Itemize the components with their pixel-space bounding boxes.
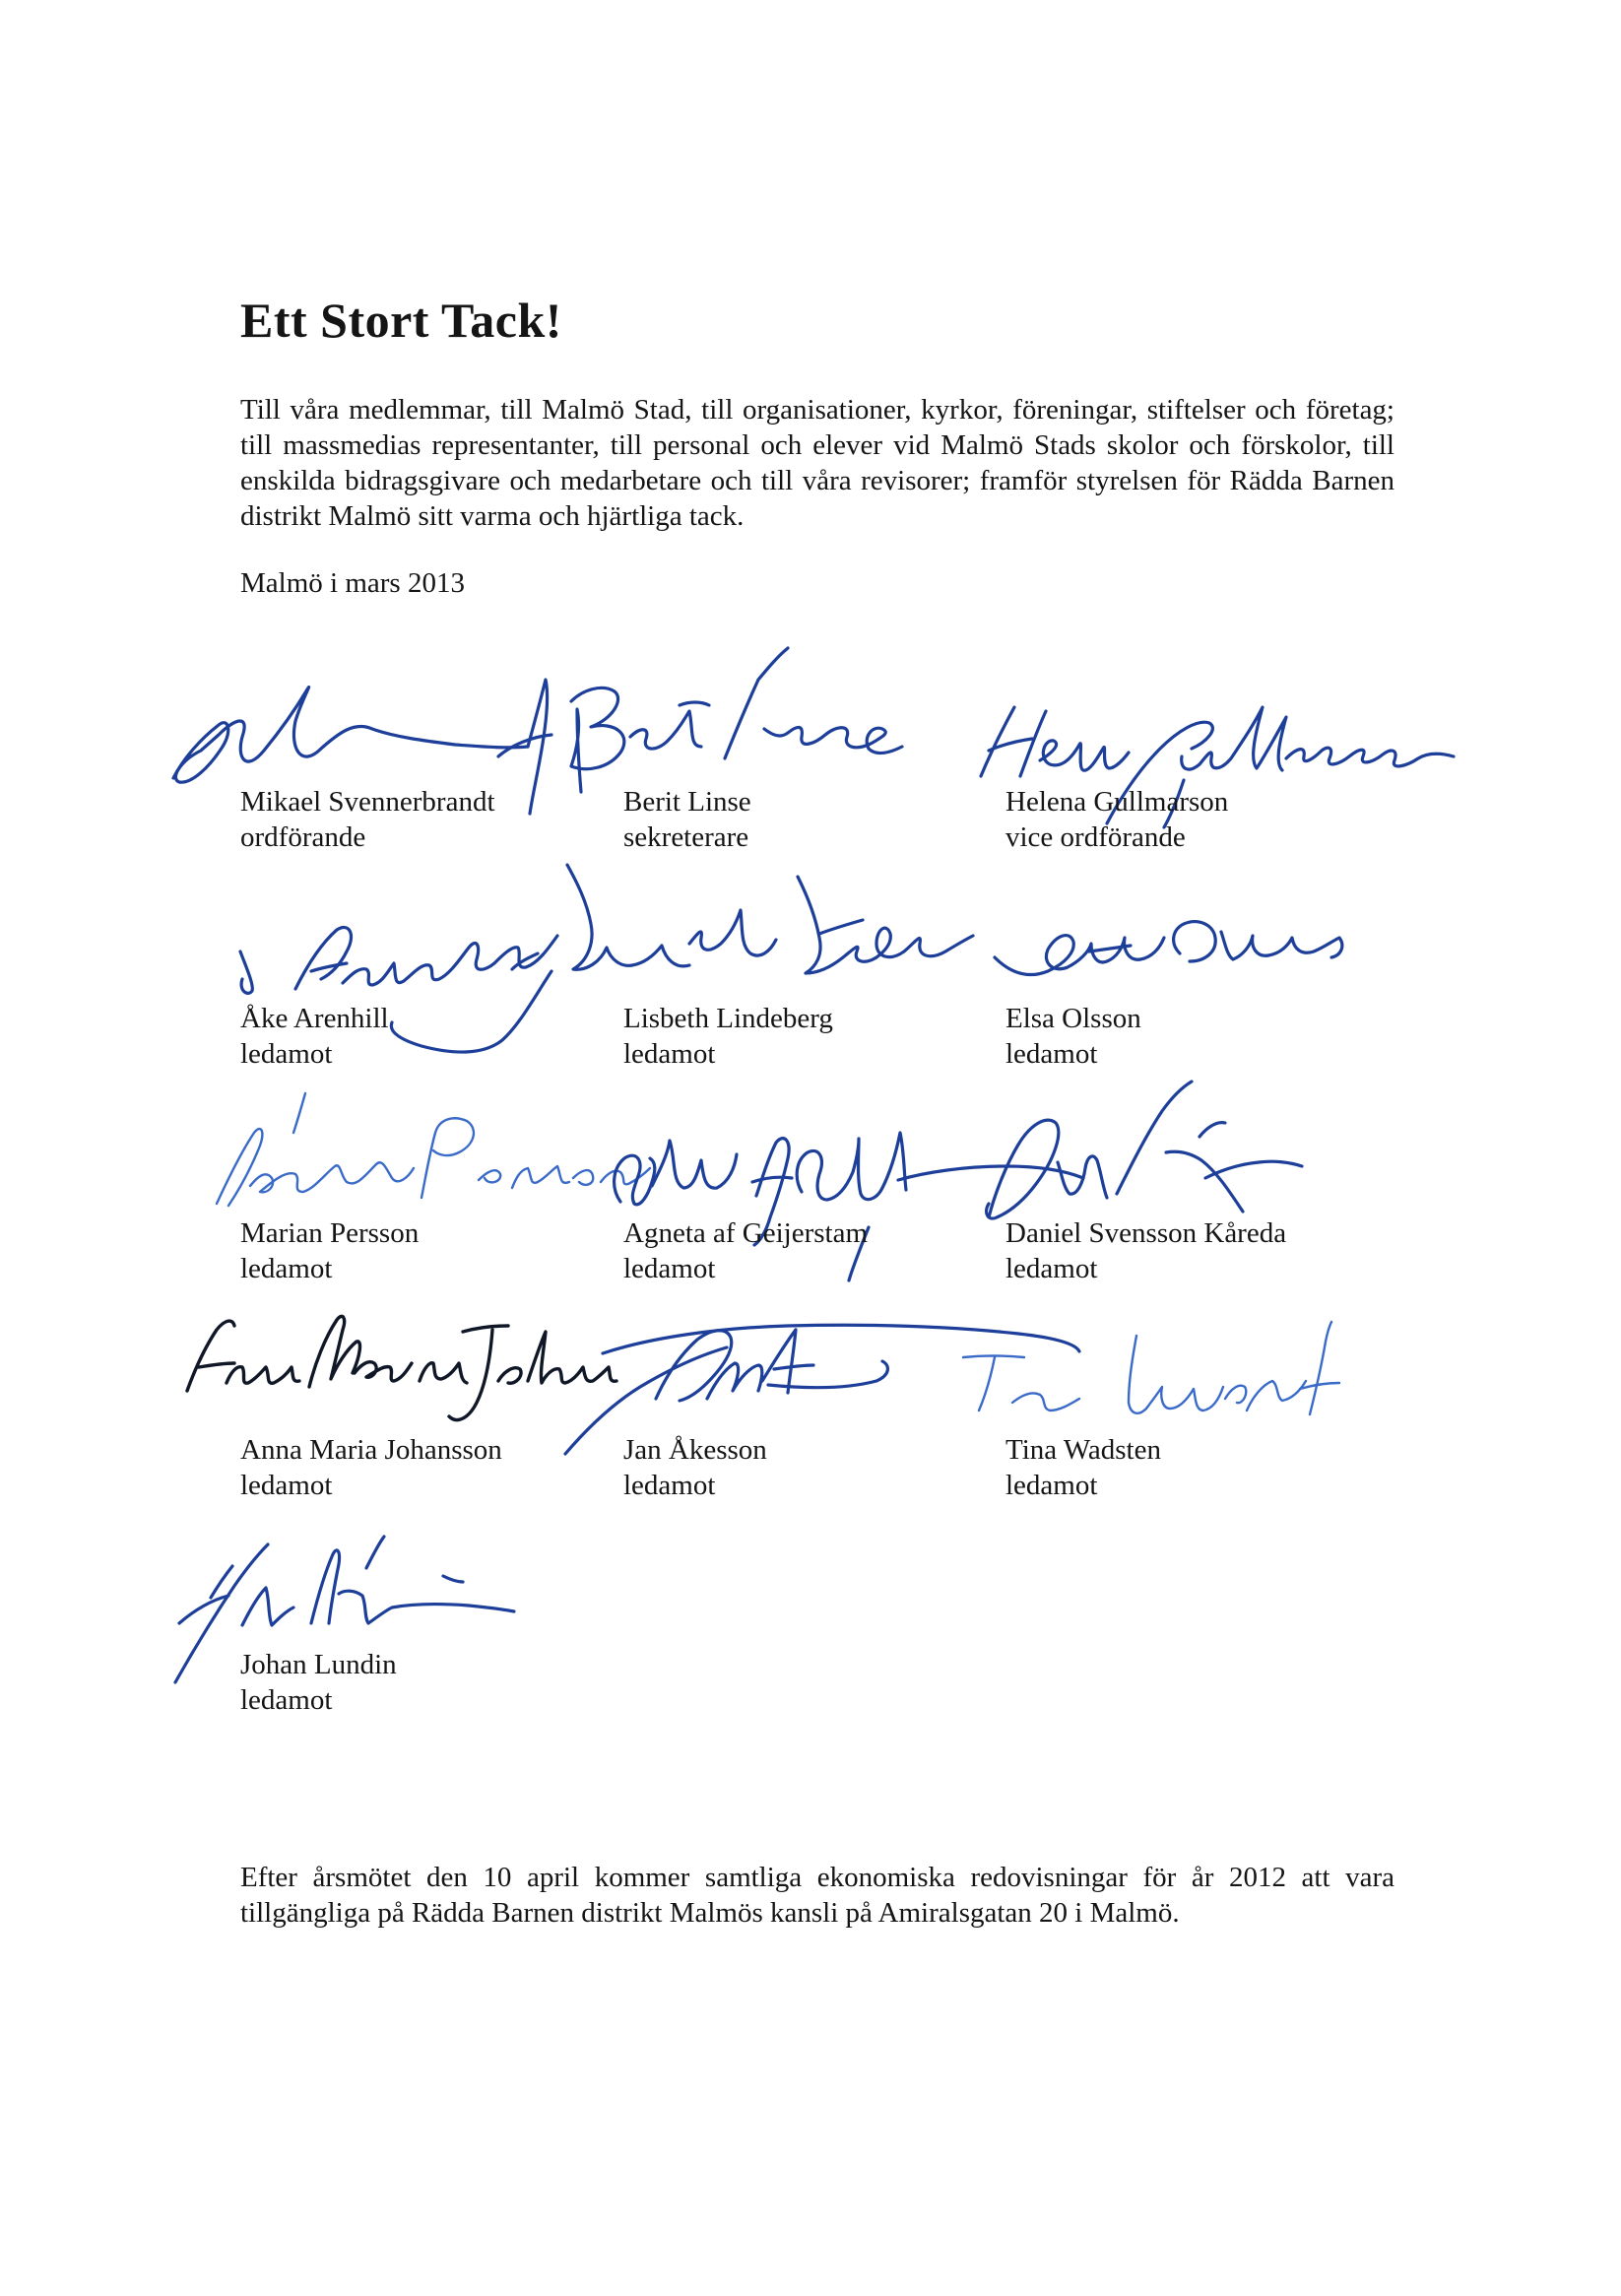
signatory-role: ledamot	[623, 1038, 716, 1070]
signatory-name: Jan Åkesson	[623, 1434, 767, 1466]
signatory-role: vice ordförande	[1005, 821, 1186, 853]
signatory-block	[1005, 784, 1228, 855]
signature-lisbeth-lindeberg	[567, 865, 973, 973]
signatory-name: Marian Persson	[240, 1217, 420, 1249]
signatory-name: Berit Linse	[623, 786, 751, 818]
signature-berit-linse	[571, 648, 902, 792]
signatory-role: ledamot	[1005, 1470, 1098, 1501]
signatory-name: Åke Arenhill	[240, 1003, 389, 1034]
signatory-name: Mikael Svennerbrandt	[240, 786, 495, 818]
signatory-role: ledamot	[240, 1038, 333, 1070]
signatory-name: Anna Maria Johansson	[240, 1434, 502, 1466]
signatory-block	[240, 1432, 502, 1503]
signatory-block	[623, 1215, 868, 1286]
signatory-block	[240, 1001, 389, 1072]
signatory-block	[240, 784, 495, 855]
signature-elsa-olsson	[995, 922, 1342, 975]
signatory-block	[623, 784, 751, 855]
signature-tina-wadsten	[963, 1322, 1339, 1414]
signature-daniel-svensson-kareda	[987, 1082, 1302, 1218]
signatory-name: Helena Gullmarson	[1005, 786, 1229, 818]
signature-marian-persson	[217, 1093, 650, 1206]
signatory-name: Agneta af Geijerstam	[623, 1217, 869, 1249]
signatory-block	[1005, 1432, 1161, 1503]
signatory-name: Lisbeth Lindeberg	[623, 1003, 833, 1034]
signatory-block	[1005, 1001, 1141, 1072]
signatory-role: sekreterare	[623, 821, 749, 853]
signature-anna-maria-johansson	[187, 1316, 616, 1419]
page-title: Ett Stort Tack!	[240, 293, 562, 348]
signatory-role: ordförande	[240, 821, 366, 853]
signatory-block	[240, 1647, 397, 1718]
signatory-block	[623, 1432, 767, 1503]
signatory-role: ledamot	[623, 1253, 716, 1284]
signatory-name: Elsa Olsson	[1005, 1003, 1141, 1034]
intro-paragraph: Till våra medlemmar, till Malmö Stad, till organisationer, kyrkor, föreningar, stiftelser och företag; till massmedias representanter, till personal och elever vid Malmö Stads skolor och förskolor, till enskilda bidragsgivare och medarbetare och till våra revisorer; framför styrelsen för Rädda Barnen distrikt Malmö sitt varma och hjärtliga tack.	[240, 394, 1394, 532]
signatory-role: ledamot	[240, 1253, 333, 1284]
signatory-role: ledamot	[240, 1470, 333, 1501]
signatory-block	[1005, 1215, 1286, 1286]
signatory-role: ledamot	[623, 1470, 716, 1501]
signatory-name: Tina Wadsten	[1005, 1434, 1161, 1466]
signatory-name: Daniel Svensson Kåreda	[1005, 1217, 1287, 1249]
signatory-block	[623, 1001, 833, 1072]
signatory-name: Johan Lundin	[240, 1649, 397, 1680]
signatory-role: ledamot	[1005, 1253, 1098, 1284]
dateline: Malmö i mars 2013	[240, 567, 465, 599]
signatory-role: ledamot	[240, 1684, 333, 1716]
signatory-block	[240, 1215, 419, 1286]
signatory-role: ledamot	[1005, 1038, 1098, 1070]
footer-note: Efter årsmötet den 10 april kommer samtliga ekonomiska redovisningar för år 2012 att vara tillgängliga på Rädda Barnen distrikt Malmös kansli på Amiralsgatan 20 i Malmö.	[240, 1862, 1394, 1929]
